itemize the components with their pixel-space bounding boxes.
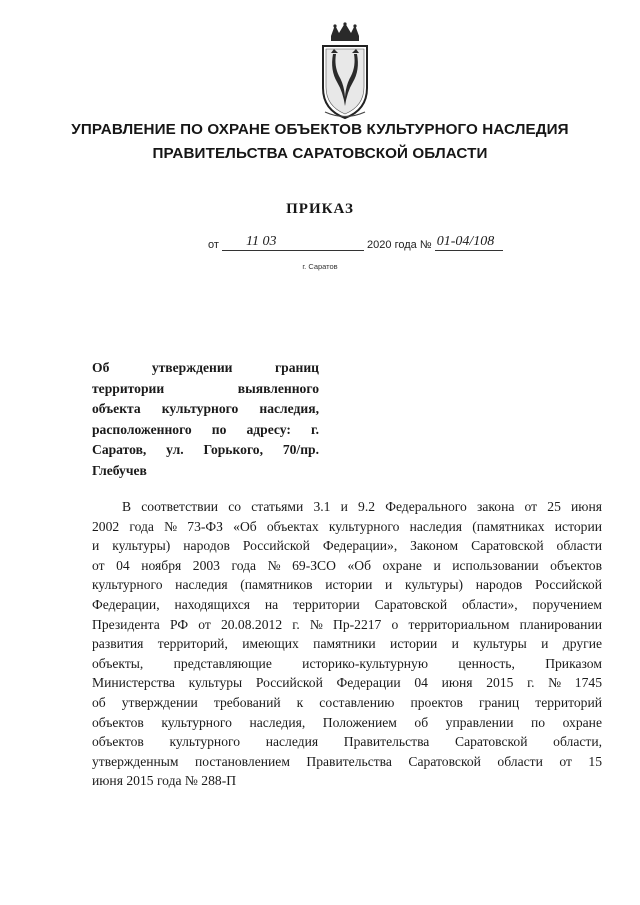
body-line (92, 497, 602, 517)
organization-name-line-1: УПРАВЛЕНИЕ ПО ОХРАНЕ ОБЪЕКТОВ КУЛЬТУРНОГО НАСЛЕДИЯ (71, 121, 569, 138)
body-text (92, 497, 602, 791)
body-line (92, 673, 602, 693)
body-line (92, 752, 602, 772)
word: Глебучев (92, 462, 147, 478)
word: территории (92, 380, 165, 396)
word: границ (274, 360, 319, 375)
word: историко-культурную (302, 655, 429, 671)
body-line (92, 556, 602, 576)
word: объекта культурного наследия, (92, 401, 319, 416)
subject-line (92, 440, 319, 461)
word: Федерации, находящихся на территории Саратовской области», поручением (92, 596, 602, 612)
date-blank (222, 232, 364, 251)
subject-line (92, 358, 319, 379)
city: г. Саратов (302, 262, 338, 271)
word: Саратов, ул. Горького, 70/пр. (92, 442, 319, 457)
word: Об (92, 360, 110, 375)
word: развития территорий, имеющих памятники истории и культуры и другие (92, 636, 602, 652)
word: представляющие (173, 655, 272, 671)
word: Приказом (545, 655, 602, 671)
word: культурного наследия (памятников истории и культуры) народов Российской (92, 577, 602, 593)
word: 2002 года № 73-ФЗ «Об объектах культурного наследия (памятниках истории (92, 518, 602, 534)
subject-block (92, 358, 319, 481)
word: июня 2015 года № 288-П (92, 773, 237, 789)
word: Министерства культуры Российской Федерации 04 июня 2015 г. № 1745 (92, 675, 602, 691)
word: В соответствии со статьями 3.1 и 9.2 Федерального закона от 25 июня (122, 499, 602, 514)
body-line (92, 693, 602, 713)
saratov-coat-of-arms-icon (317, 22, 373, 122)
subject-line (92, 420, 319, 441)
word: утверждении (151, 360, 233, 375)
body-line (92, 654, 602, 674)
body-line (92, 536, 602, 556)
body-line (92, 575, 602, 595)
subject-line (92, 399, 319, 420)
subject-line (92, 379, 319, 400)
word: ценность, (458, 655, 515, 671)
document-title: ПРИКАЗ (286, 201, 354, 217)
word: Президента РФ от 20.08.2012 г. № Пр-2217 о территориальном планировании (92, 616, 602, 632)
order-date-number-line (208, 232, 503, 252)
body-line (92, 517, 602, 537)
body-line (92, 771, 602, 791)
word: объекты, (92, 655, 144, 671)
number-handwritten: 01-04/108 (436, 234, 495, 249)
word: утвержденным постановлением Правительства Саратовской области от 15 (92, 753, 602, 769)
date-prefix: от (208, 239, 219, 251)
word: и культуры) народов Российской Федерации», Законом Саратовской области (92, 538, 602, 554)
word: объектов культурного наследия Правительства Саратовской области, (92, 734, 602, 750)
word: выявленного (237, 380, 319, 396)
body-line (92, 595, 602, 615)
number-blank (435, 232, 503, 251)
word: от 04 ноября 2003 года № 69-ЗСО «Об охране и использовании объектов (92, 557, 602, 573)
word: расположенного по адресу: г. (92, 421, 319, 437)
organization-name-line-2: ПРАВИТЕЛЬСТВА САРАТОВСКОЙ ОБЛАСТИ (152, 145, 488, 162)
date-handwritten: 11 03 (245, 234, 277, 249)
body-line (92, 732, 602, 752)
word: объектов культурного наследия, Положением об управлении по охране (92, 714, 602, 730)
word: об утверждении требований к составлению проектов границ территорий (92, 694, 602, 710)
subject-line (92, 461, 319, 482)
year-text: 2020 года № (367, 239, 432, 251)
body-line (92, 615, 602, 635)
body-line (92, 713, 602, 733)
body-line (92, 634, 602, 654)
